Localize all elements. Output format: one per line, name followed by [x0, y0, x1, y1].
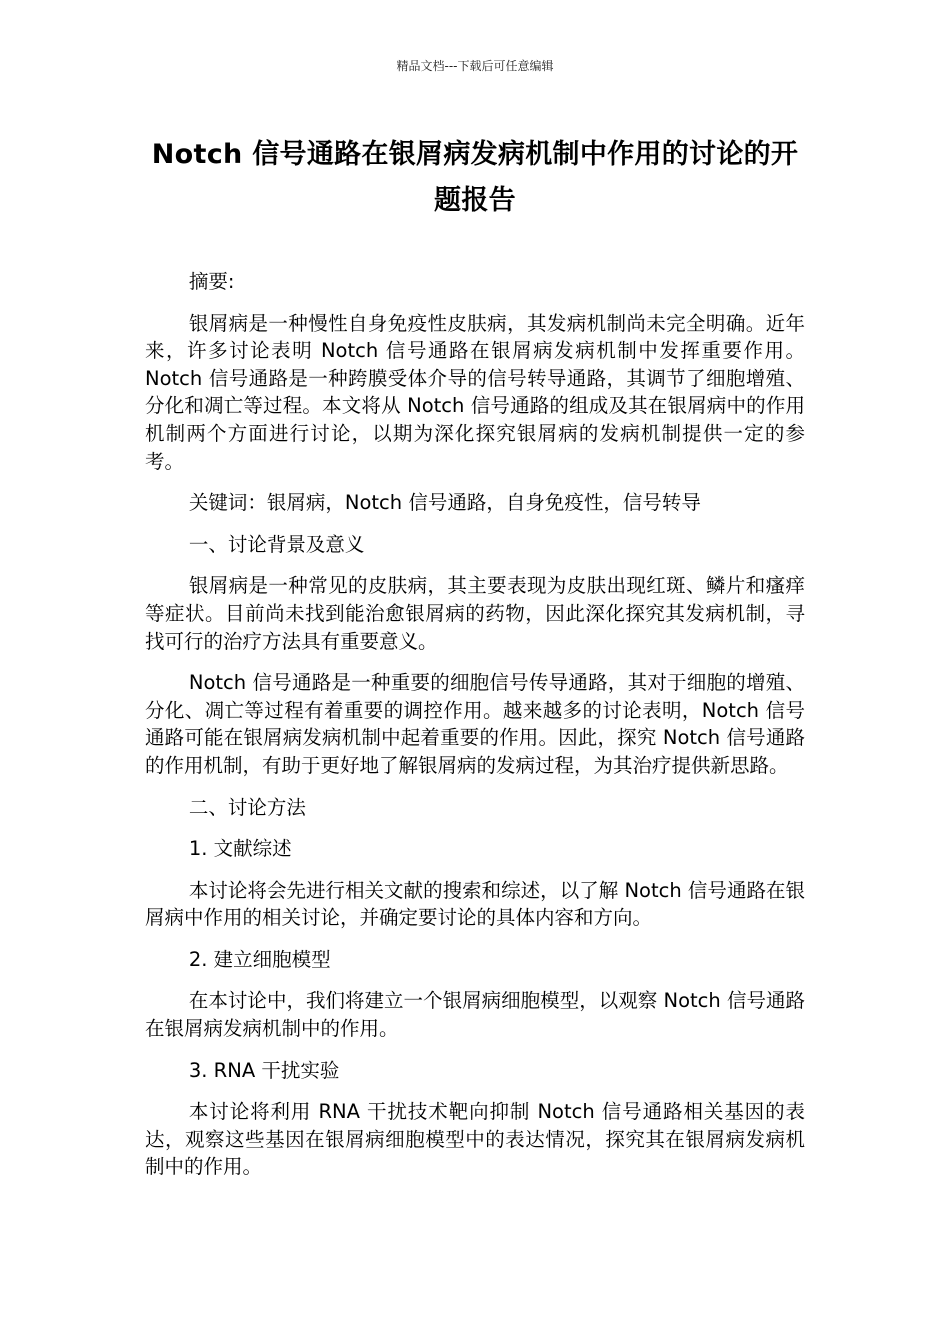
- subheading-literature-review: 1. 文献综述: [188, 837, 292, 861]
- subheading-rna-interference: 3. RNA 干扰实验: [188, 1058, 340, 1082]
- background-paragraph-1: 银屑病是一种常见的皮肤病，其主要表现为皮肤出现红斑、鳞片和瘙痒等症状。目前尚未找到能治愈银屑病的药物，因此深化探究其发病机制，寻找可行的治疗方法具有重要意义。: [145, 574, 805, 653]
- background-paragraph-2: Notch 信号通路是一种重要的细胞信号传导通路，其对于细胞的增殖、分化、凋亡等过程有着重要的调控作用。越来越多的讨论表明，Notch 信号通路可能在银屑病发病机制中起着重要的作用。因此，探究 Notch 信号通路的作用机制，有助于更好地了解银屑病的发病过程，为其治疗提供新思路。: [145, 671, 805, 777]
- section-heading-background: 一、讨论背景及意义: [188, 532, 365, 556]
- abstract-heading: 摘要:: [188, 270, 235, 293]
- header-note: 精品文档---下载后可任意编辑: [396, 59, 554, 73]
- subheading-cell-model: 2. 建立细胞模型: [188, 947, 331, 971]
- section-heading-methods: 二、讨论方法: [188, 795, 306, 819]
- document-title: Notch 信号通路在银屑病发病机制中作用的讨论的开题报告: [151, 139, 799, 216]
- keywords-line: 关键词：银屑病，Notch 信号通路，自身免疫性，信号转导: [188, 491, 701, 515]
- cell-model-paragraph: 在本讨论中，我们将建立一个银屑病细胞模型，以观察 Notch 信号通路在银屑病发病机制中的作用。: [145, 989, 805, 1041]
- literature-review-paragraph: 本讨论将会先进行相关文献的搜索和综述，以了解 Notch 信号通路在银屑病中作用的相关讨论，并确定要讨论的具体内容和方向。: [145, 878, 805, 930]
- abstract-paragraph: 银屑病是一种慢性自身免疫性皮肤病，其发病机制尚未完全明确。近年来，许多讨论表明 Notch 信号通路在银屑病发病机制中发挥重要作用。Notch 信号通路是一种跨膜受体介导的信号转导通路，其调节了细胞增殖、分化和凋亡等过程。本文将从 Notch 信号通路的组成及其在银屑病中的作用机制两个方面进行讨论，以期为深化探究银屑病的发病机制提供一定的参考。: [145, 311, 805, 473]
- rna-interference-paragraph: 本讨论将利用 RNA 干扰技术靶向抑制 Notch 信号通路相关基因的表达，观察这些基因在银屑病细胞模型中的表达情况，探究其在银屑病发病机制中的作用。: [145, 1100, 805, 1179]
- document-body: [145, 268, 805, 1195]
